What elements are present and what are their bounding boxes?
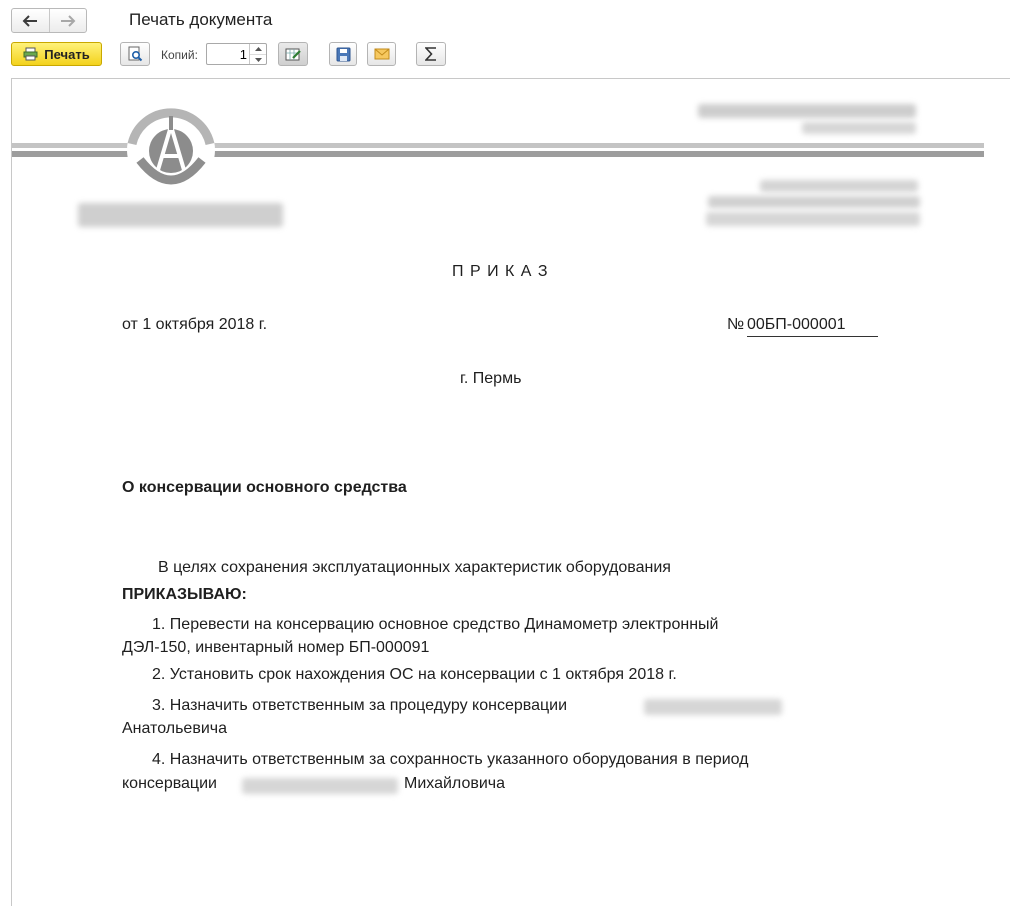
company-name-redacted [78,203,283,227]
order-preamble: В целях сохранения эксплуатационных характеристик оборудования [158,559,671,576]
order-heading: П Р И К А З [452,263,549,280]
order-subject: О консервации основного средства [122,479,407,496]
order-directive: ПРИКАЗЫВАЮ: [122,586,247,603]
order-item-3-line-1: 3. Назначить ответственным за процедуру консервации [152,697,567,714]
order-item-3-line-2: Анатольевича [122,720,227,737]
order-item-1-line-1: 1. Перевести на консервацию основное средство Динамометр электронный [152,616,719,633]
order-item-4-line-2-end: Михайловича [404,775,506,792]
company-contact-redacted-1 [760,180,918,192]
order-item-2: 2. Установить срок нахождения ОС на консервации с 1 октября 2018 г. [152,666,677,683]
print-button-label: Печать [44,46,90,62]
order-number-prefix: № [727,316,745,333]
order-date: от 1 октября 2018 г. [122,316,268,333]
order-city: г. Пермь [460,370,522,387]
company-site-redacted [802,122,916,134]
custodian-person-redacted [242,778,398,794]
company-logo-icon [124,104,218,196]
order-item-1-line-2: ДЭЛ-150, инвентарный номер БП-000091 [122,639,430,656]
order-item-4-line-2-start: консервации [122,775,217,792]
company-address-redacted [698,104,916,118]
window-title: Печать документа [129,10,273,29]
company-contact-redacted-3 [706,212,920,226]
company-contact-redacted-2 [708,196,920,208]
order-item-4-line-1: 4. Назначить ответственным за сохранность указанного оборудования в период [152,751,749,768]
copies-label: Копий: [161,48,198,62]
responsible-person-redacted [644,699,782,715]
order-number: 00БП-000001 [747,316,878,337]
